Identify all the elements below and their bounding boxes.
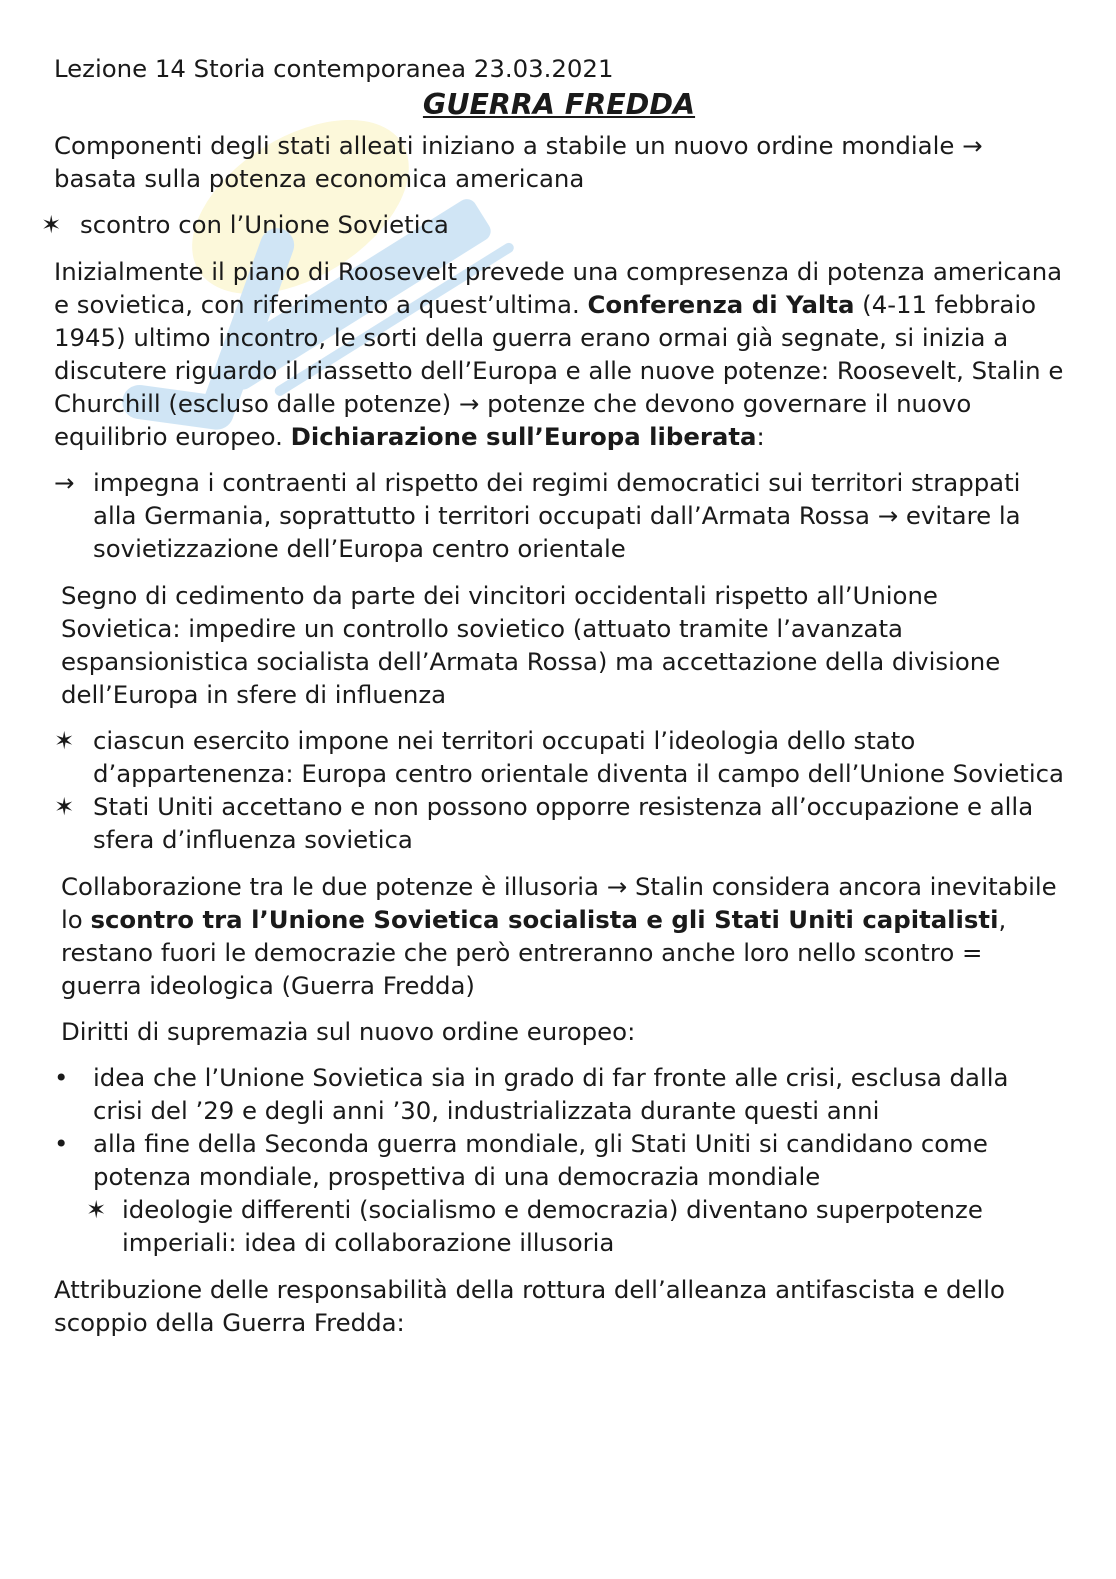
paragraph-cedimento: Segno di cedimento da parte dei vincitori occidentali rispetto all’Unione Sovietica: impedire un controllo sovietico (attuato tramite l’avanzata espansionistica socialista dell’Armata Rossa) ma accettazione della divisione dell’Europa in sfere di influenza [61, 581, 1001, 709]
paragraph-collaborazione: Collaborazione tra le due potenze è illusoria → Stalin considera ancora inevitabile lo scontro tra l’Unione Sovietica socialista e gli Stati Uniti capitalisti, restano fuori le democrazie che però entreranno anche loro nello scontro = guerra ideologica (Guerra Fredda) [61, 872, 1057, 1000]
list-item [41, 208, 1064, 241]
bold-conferenza-yalta: Conferenza di Yalta [587, 290, 855, 319]
list-item [54, 466, 1064, 565]
list-item-text: alla fine della Seconda guerra mondiale, gli Stati Uniti si candidano come potenza mondiale, prospettiva di una democrazia mondiale [93, 1129, 988, 1191]
paragraph-intro: Componenti degli stati alleati iniziano a stabile un nuovo ordine mondiale → basata sulla potenza economica americana [54, 131, 983, 193]
star-bullet-icon: ✶ [54, 792, 75, 821]
star-list-intro [41, 208, 1064, 241]
paragraph-attribuzione: Attribuzione delle responsabilità della rottura dell’alleanza antifascista e dello scoppio della Guerra Fredda: [54, 1275, 1005, 1337]
list-item [54, 1127, 1064, 1193]
list-item-text: scontro con l’Unione Sovietica [80, 210, 449, 239]
paragraph-diritti: Diritti di supremazia sul nuovo ordine europeo: [61, 1017, 636, 1046]
star-bullet-icon: ✶ [54, 726, 75, 755]
list-item-text: Stati Uniti accettano e non possono opporre resistenza all’occupazione e alla sfera d’influenza sovietica [93, 792, 1034, 854]
star-bullet-icon: ✶ [86, 1195, 107, 1224]
list-item-text: idea che l’Unione Sovietica sia in grado di far fronte alle crisi, esclusa dalla crisi del ’29 e degli anni ’30, industrializzata durante questi anni [93, 1063, 1009, 1125]
list-item [54, 724, 1064, 790]
star-bullet-icon: ✶ [41, 210, 62, 239]
sub-list-item [54, 1193, 1064, 1259]
star-list-occupation [54, 724, 1064, 856]
bold-scontro: scontro tra l’Unione Sovietica socialista e gli Stati Uniti capitalisti [90, 905, 999, 934]
list-item-text: ciascun esercito impone nei territori occupati l’ideologia dello stato d’appartenenza: Europa centro orientale diventa il campo dell’Unione Sovietica [93, 726, 1064, 788]
dot-bullet-icon: • [54, 1129, 69, 1158]
document-body [41, 52, 1064, 1352]
dot-bullet-icon: • [54, 1063, 69, 1092]
bold-dichiarazione: Dichiarazione sull’Europa liberata [290, 422, 757, 451]
page-title: GUERRA FREDDA [422, 88, 696, 121]
list-item-text: impegna i contraenti al rispetto dei regimi democratici sui territori strappati alla Germania, soprattutto i territori occupati dall’Armata Rossa → evitare la sovietizzazione dell’Europa centro orientale [93, 468, 1021, 563]
arrow-list [54, 466, 1064, 565]
list-item [54, 1061, 1064, 1127]
list-item-text: ideologie differenti (socialismo e democrazia) diventano superpotenze imperiali: idea di collaborazione illusoria [122, 1195, 983, 1257]
list-item [54, 790, 1064, 856]
dot-list-supremazia [54, 1061, 1064, 1259]
paragraph-yalta: Inizialmente il piano di Roosevelt prevede una compresenza di potenza americana e sovietica, con riferimento a quest’ultima. Conferenza di Yalta (4-11 febbraio 1945) ultimo incontro, le sorti della guerra erano ormai già segnate, si inizia a discutere riguardo il riassetto dell’Europa e alle nuove potenze: Roosevelt, Stalin e Churchill (escluso dalle potenze) → potenze che devono governare il nuovo equilibrio europeo. Dichiarazione sull’Europa liberata: [54, 257, 1064, 451]
arrow-bullet-icon: → [54, 468, 75, 497]
lesson-header: Lezione 14 Storia contemporanea 23.03.2021 [54, 54, 614, 83]
